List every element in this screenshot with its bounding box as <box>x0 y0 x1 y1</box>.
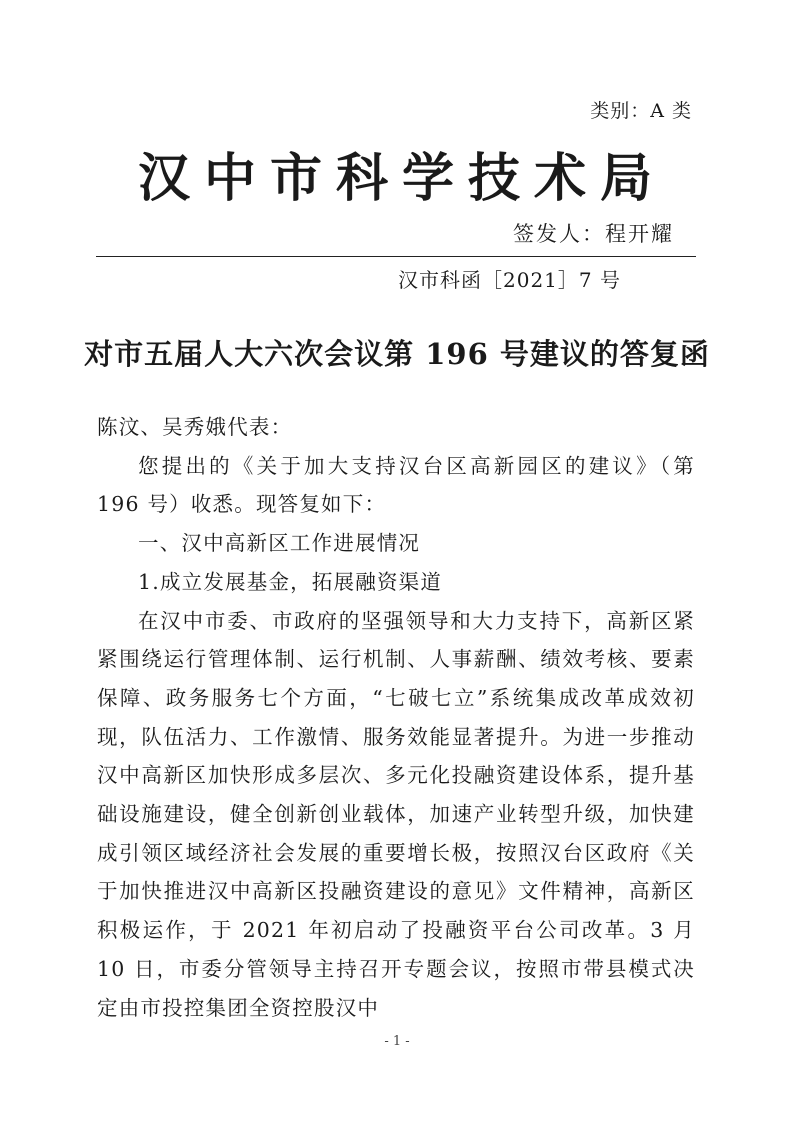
section-heading: 一、汉中高新区工作进展情况 <box>138 531 421 556</box>
document-title: 对市五届人大六次会议第 196 号建议的答复函 <box>84 337 710 371</box>
page-number: - 1 - <box>384 1034 410 1049</box>
document-body <box>97 408 695 1027</box>
header-divider <box>96 256 696 257</box>
intro-paragraph: 您提出的《关于加大支持汉台区高新园区的建议》（第 196 号）收悉。现答复如下： <box>97 453 695 517</box>
issuing-agency-title: 汉中市科学技术局 <box>137 148 666 209</box>
document-number: 汉市科函［2021］7 号 <box>398 268 621 292</box>
subsection-heading: 1.成立发展基金，拓展融资渠道 <box>138 569 443 594</box>
signer-line: 签发人：程开耀 <box>513 222 674 246</box>
salutation: 陈汶、吴秀娥代表： <box>97 415 293 439</box>
document-category: 类别：A 类 <box>590 100 692 122</box>
body-paragraph: 在汉中市委、市政府的坚强领导和大力支持下，高新区紧紧围绕运行管理体制、运行机制、人事薪酬、绩效考核、要素保障、政务服务七个方面，“七破七立”系统集成改革成效初现，队伍活力、工作激情、服务效能显著提升。为进一步推动汉中高新区加快形成多层次、多元化投融资建设体系，提升基础设施建设，健全创新创业载体，加速产业转型升级，加快建成引领区域经济社会发展的重要增长极，按照汉台区政府《关于加快推进汉中高新区投融资建设的意见》文件精神，高新区积极运作，于 2021 年初启动了投融资平台公司改革。3 月 10 日，市委分管领导主持召开专题会议，按照市带县模式决定由市投控集团全资控股汉中 <box>97 608 695 1020</box>
